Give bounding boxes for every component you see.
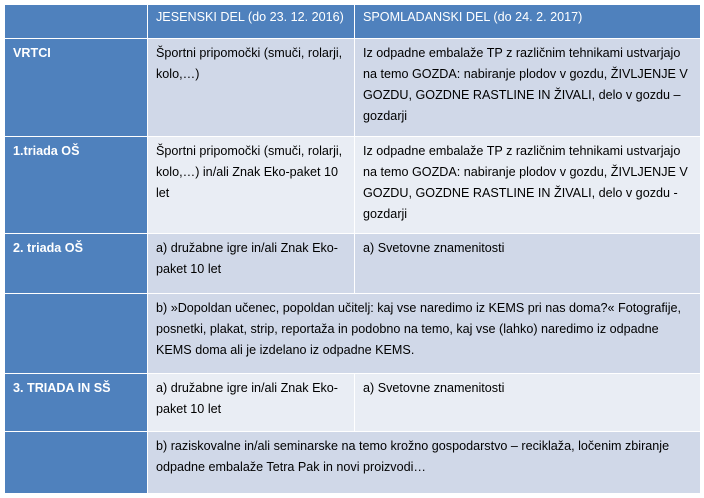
cell-vrtci-autumn: Športni pripomočki (smuči, rolarji, kolo,…) bbox=[148, 39, 355, 137]
cell-triada2-spring: a) Svetovne znamenitosti bbox=[355, 234, 701, 294]
row-triada3 bbox=[5, 374, 701, 432]
row-label-triada3: 3. TRIADA IN SŠ bbox=[5, 374, 148, 432]
header-autumn: JESENSKI DEL (do 23. 12. 2016) bbox=[148, 5, 355, 39]
header-spring: SPOMLADANSKI DEL (do 24. 2. 2017) bbox=[355, 5, 701, 39]
cell-triada3-autumn: a) družabne igre in/ali Znak Eko-paket 10 let bbox=[148, 374, 355, 432]
row-label-triada2-blank bbox=[5, 293, 148, 374]
row-triada2 bbox=[5, 234, 701, 294]
cell-triada2-autumn: a) družabne igre in/ali Znak Eko-paket 10 let bbox=[148, 234, 355, 294]
header-row bbox=[5, 5, 701, 39]
row-triada1 bbox=[5, 136, 701, 234]
row-label-triada3-blank bbox=[5, 432, 148, 494]
schedule-table bbox=[4, 4, 701, 494]
row-label-triada1: 1.triada OŠ bbox=[5, 136, 148, 234]
cell-triada3-spring: a) Svetovne znamenitosti bbox=[355, 374, 701, 432]
cell-triada1-spring: Iz odpadne embalaže TP z različnim tehnikami ustvarjajo na temo GOZDA: nabiranje plodov v gozdu, ŽIVLJENJE V GOZDU, GOZDNE RASTLINE IN ŽIVALI, delo v gozdu - gozdarji bbox=[355, 136, 701, 234]
cell-vrtci-spring: Iz odpadne embalaže TP z različnim tehnikami ustvarjajo na temo GOZDA: nabiranje plodov v gozdu, ŽIVLJENJE V GOZDU, GOZDNE RASTLINE IN ŽIVALI, delo v gozdu – gozdarji bbox=[355, 39, 701, 137]
cell-triada3-merged: b) raziskovalne in/ali seminarske na temo krožno gospodarstvo – reciklaža, ločenim zbiranje odpadne embalaže Tetra Pak in novi proizvodi… bbox=[148, 432, 701, 494]
header-corner-cell bbox=[5, 5, 148, 39]
row-vrtci bbox=[5, 39, 701, 137]
row-triada3-merged bbox=[5, 432, 701, 494]
cell-triada1-autumn: Športni pripomočki (smuči, rolarji, kolo,…) in/ali Znak Eko-paket 10 let bbox=[148, 136, 355, 234]
row-label-triada2: 2. triada OŠ bbox=[5, 234, 148, 294]
cell-triada2-merged: b) »Dopoldan učenec, popoldan učitelj: kaj vse naredimo iz KEMS pri nas doma?« Fotografije, posnetki, plakat, strip, reportaža in podobno na temo, kaj vse (lahko) naredimo iz odpadne KEMS doma ali je izdelano iz odpadne KEMS. bbox=[148, 293, 701, 374]
row-triada2-merged bbox=[5, 293, 701, 374]
row-label-vrtci: VRTCI bbox=[5, 39, 148, 137]
